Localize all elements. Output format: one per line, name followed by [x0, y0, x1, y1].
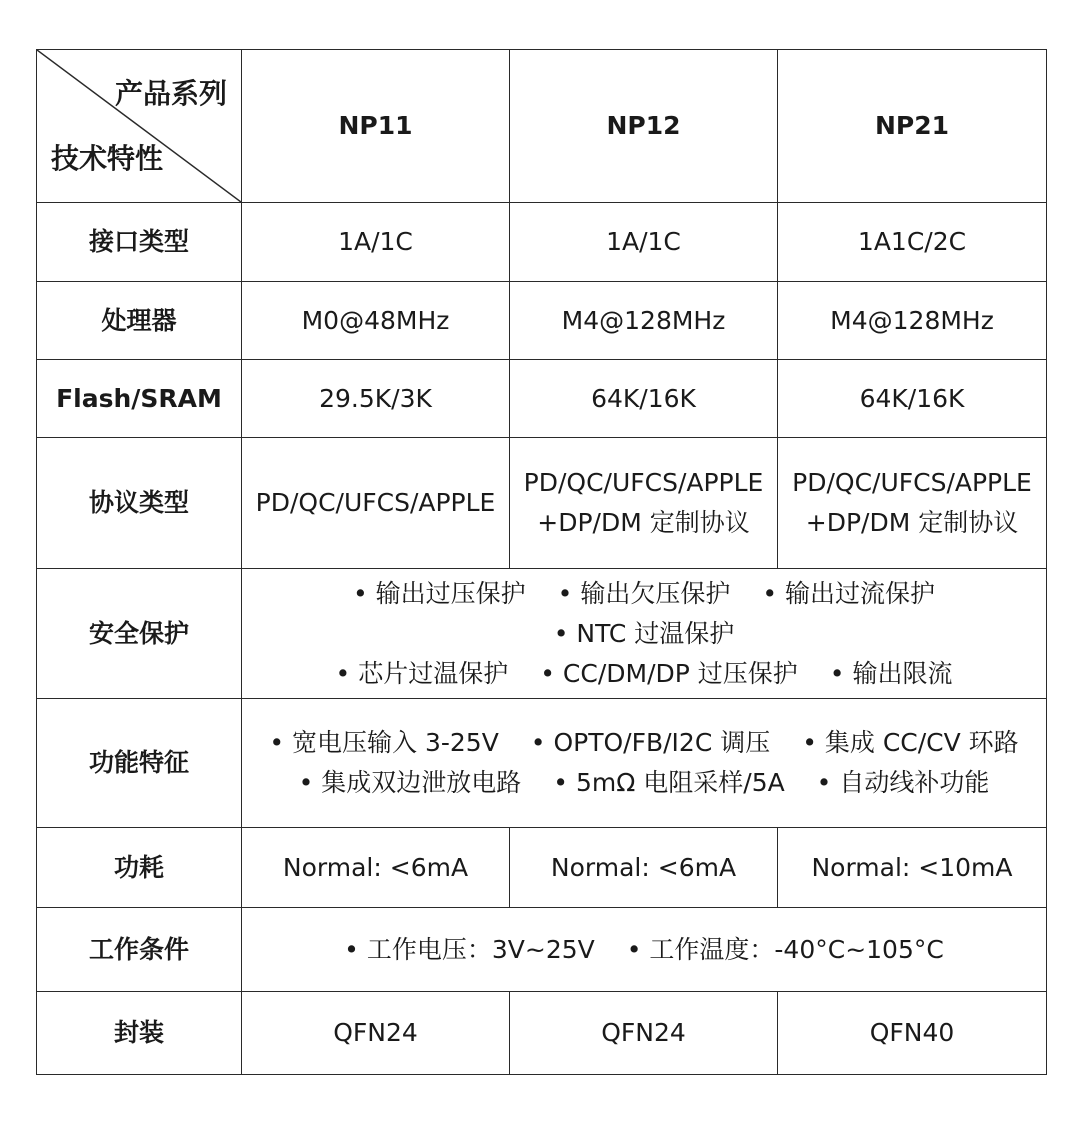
- bullet-item: • 集成 CC/CV 环路: [802, 723, 1019, 763]
- corner-series-label: 产品系列: [114, 77, 227, 110]
- bullet-item: • CC/DM/DP 过压保护: [540, 654, 798, 694]
- cell-np21: 64K/16K: [778, 360, 1047, 438]
- cell-features-merged: [242, 699, 1047, 828]
- row-label: 安全保护: [37, 569, 242, 699]
- protocol-line: PD/QC/UFCS/APPLE: [792, 468, 1032, 497]
- row-package: [37, 992, 1047, 1075]
- product-np12: NP12: [510, 50, 778, 203]
- cell-conditions-merged: [242, 908, 1047, 992]
- row-memory: [37, 360, 1047, 438]
- row-protocol: [37, 438, 1047, 569]
- corner-cell: [37, 50, 242, 203]
- row-label: Flash/SRAM: [37, 360, 242, 438]
- row-interface: [37, 203, 1047, 282]
- cell-np12: 1A/1C: [510, 203, 778, 282]
- product-np21: NP21: [778, 50, 1047, 203]
- bullet-item: • 输出过压保护: [353, 574, 526, 614]
- row-safety: [37, 569, 1047, 699]
- spec-table: [36, 49, 1047, 1075]
- row-processor: [37, 282, 1047, 360]
- cell-np21: [778, 438, 1047, 569]
- cell-np12: 64K/16K: [510, 360, 778, 438]
- row-label: 协议类型: [37, 438, 242, 569]
- cell-np12: Normal: <6mA: [510, 828, 778, 908]
- cell-np11: Normal: <6mA: [242, 828, 510, 908]
- cell-np21: QFN40: [778, 992, 1047, 1075]
- bullet-item: • 输出限流: [830, 654, 953, 694]
- bullet-line: [248, 574, 1040, 654]
- bullet-item: • 工作温度：-40°C~105°C: [627, 930, 944, 970]
- row-power: [37, 828, 1047, 908]
- row-label: 处理器: [37, 282, 242, 360]
- row-label: 工作条件: [37, 908, 242, 992]
- cell-np11: M0@48MHz: [242, 282, 510, 360]
- cell-np11: QFN24: [242, 992, 510, 1075]
- cell-np21: 1A1C/2C: [778, 203, 1047, 282]
- corner-feature-label: 技术特性: [51, 142, 164, 176]
- protocol-line: +DP/DM 定制协议: [537, 508, 750, 537]
- cell-np11: 29.5K/3K: [242, 360, 510, 438]
- bullet-item: • 输出过流保护: [762, 574, 935, 614]
- bullet-item: • 芯片过温保护: [336, 654, 509, 694]
- row-label: 封装: [37, 992, 242, 1075]
- row-label: 功耗: [37, 828, 242, 908]
- header-row: [37, 50, 1047, 203]
- row-conditions: [37, 908, 1047, 992]
- bullet-line: [248, 723, 1040, 763]
- bullet-line: [248, 763, 1040, 803]
- cell-np11: 1A/1C: [242, 203, 510, 282]
- cell-np12: QFN24: [510, 992, 778, 1075]
- cell-np12: M4@128MHz: [510, 282, 778, 360]
- cell-np21: M4@128MHz: [778, 282, 1047, 360]
- bullet-item: • 输出欠压保护: [558, 574, 731, 614]
- bullet-item: • NTC 过温保护: [554, 614, 735, 654]
- bullet-item: • 宽电压输入 3-25V: [269, 723, 499, 763]
- row-label: 接口类型: [37, 203, 242, 282]
- bullet-item: • 自动线补功能: [817, 763, 990, 803]
- protocol-line: +DP/DM 定制协议: [805, 508, 1019, 537]
- cell-np12: [510, 438, 778, 569]
- bullet-item: • OPTO/FB/I2C 调压: [531, 723, 770, 763]
- protocol-line: PD/QC/UFCS/APPLE: [523, 468, 764, 497]
- cell-safety-merged: [242, 569, 1047, 699]
- cell-np21: Normal: <10mA: [778, 828, 1047, 908]
- row-label: 功能特征: [37, 699, 242, 828]
- bullet-line: [248, 654, 1040, 694]
- row-features: [37, 699, 1047, 828]
- cell-np11: PD/QC/UFCS/APPLE: [242, 438, 510, 569]
- bullet-item: • 5mΩ 电阻采样/5A: [553, 763, 784, 803]
- bullet-item: • 工作电压：3V~25V: [344, 930, 595, 970]
- product-np11: NP11: [242, 50, 510, 203]
- bullet-item: • 集成双边泄放电路: [299, 763, 522, 803]
